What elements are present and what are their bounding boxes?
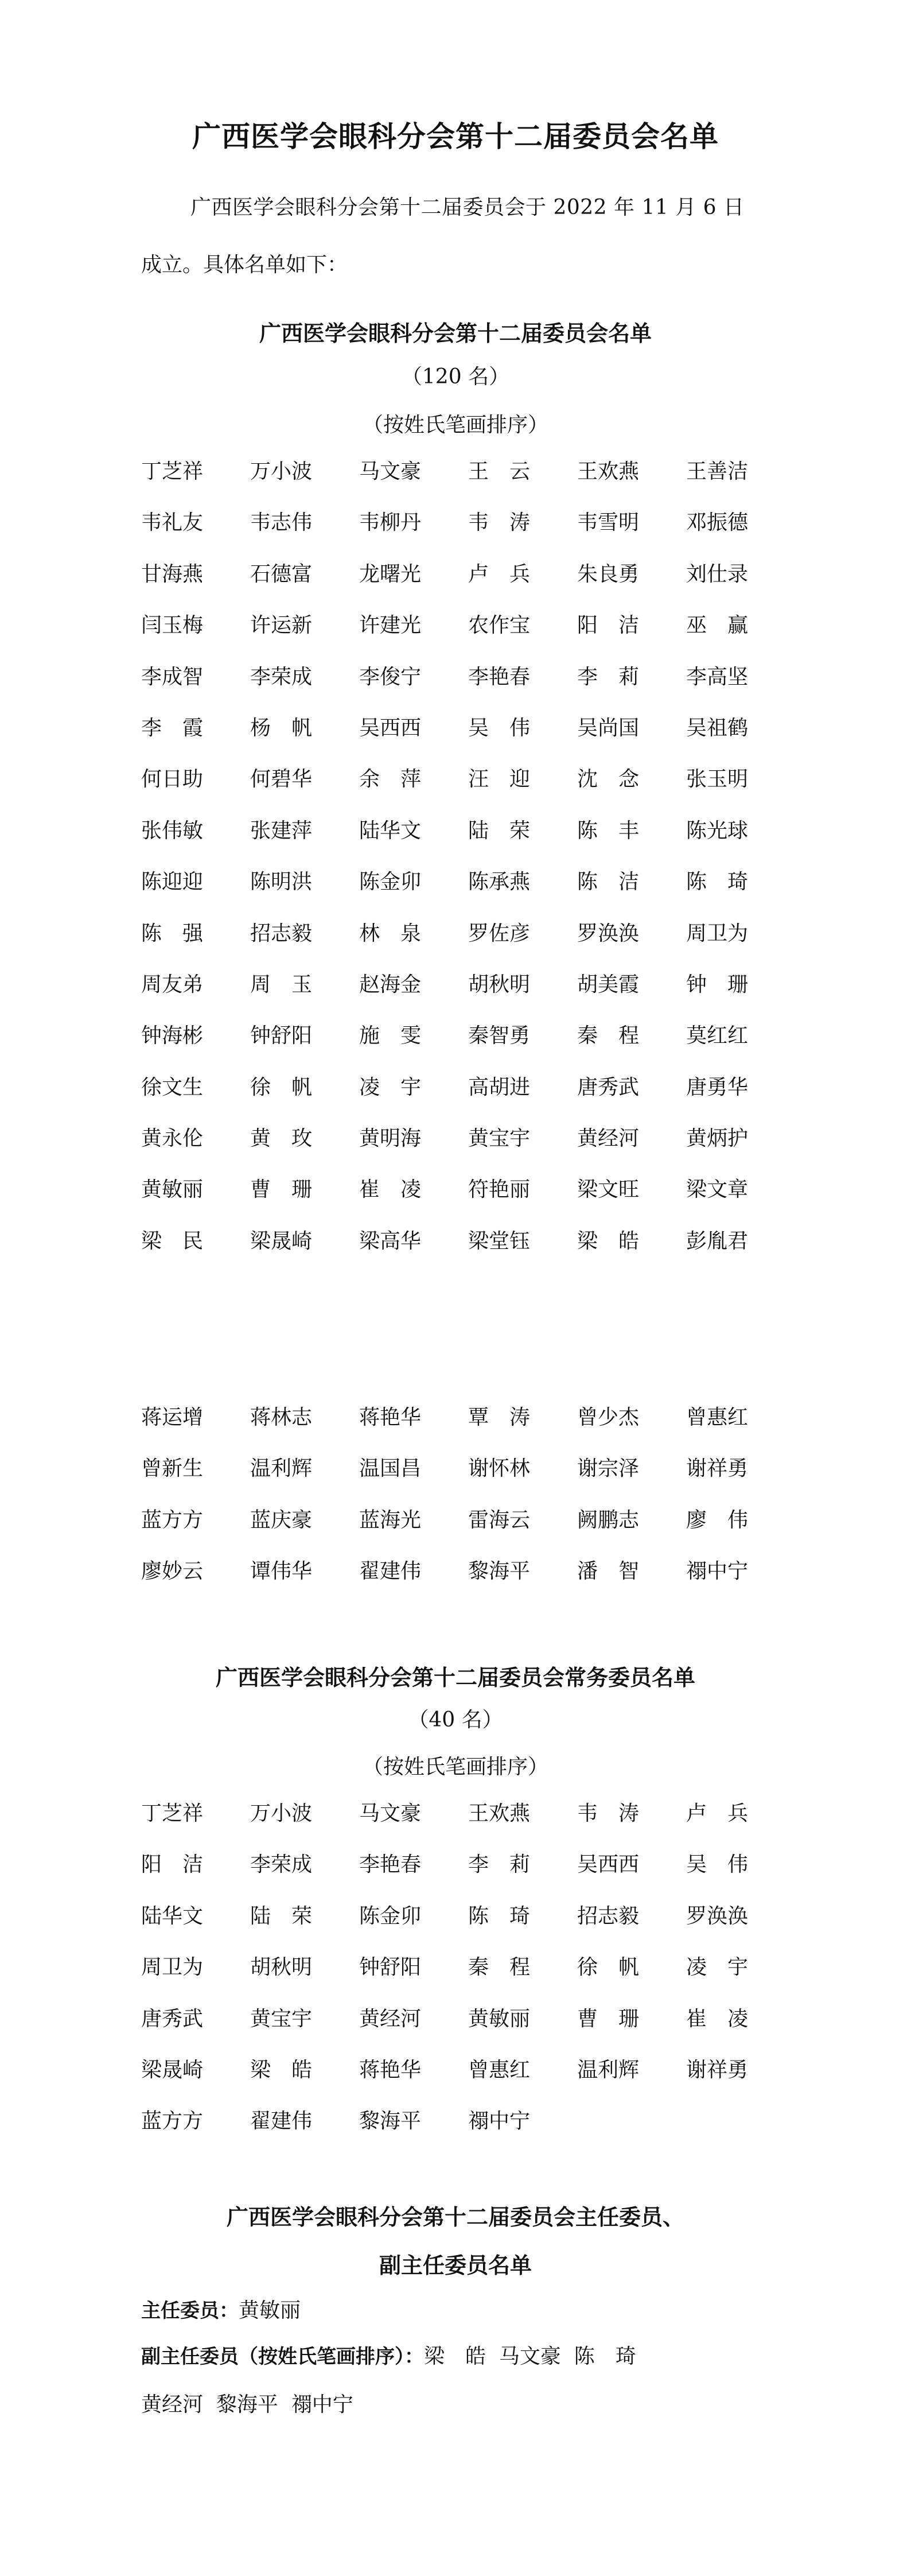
member-name: 翟建伟 xyxy=(250,2109,313,2133)
member-name: 罗涣涣 xyxy=(686,1904,749,1928)
member-name: 曹 珊 xyxy=(577,2007,640,2031)
member-name: 温国昌 xyxy=(359,1457,422,1481)
member-name: 禤中宁 xyxy=(686,1559,749,1584)
member-name: 徐 帆 xyxy=(577,1956,640,1980)
member-name: 覃 涛 xyxy=(468,1406,531,1429)
leadership-title-line-2: 副主任委员名单 xyxy=(379,2253,532,2278)
member-name: 王欢燕 xyxy=(468,1802,531,1825)
document-title: 广西医学会眼科分会第十二届委员会名单 xyxy=(192,120,719,153)
member-name: 施 雯 xyxy=(359,1024,422,1048)
member-name: 万小波 xyxy=(250,460,313,483)
member-name: 钟海彬 xyxy=(141,1024,204,1048)
member-name: 蓝海光 xyxy=(359,1508,422,1532)
member-name: 黄经河 xyxy=(577,1127,640,1151)
member-name: 胡美霞 xyxy=(577,972,640,996)
member-name: 雷海云 xyxy=(468,1508,531,1532)
member-name: 吴西西 xyxy=(359,716,422,740)
member-name: 秦智勇 xyxy=(468,1024,531,1048)
member-name: 李荣成 xyxy=(250,1853,313,1877)
member-name: 丁芝祥 xyxy=(141,460,204,483)
member-name: 甘海燕 xyxy=(141,562,204,586)
member-name: 卢 兵 xyxy=(468,562,531,586)
member-name: 秦 程 xyxy=(468,1956,531,1980)
member-name: 陈 琦 xyxy=(686,870,749,894)
member-name: 吴 伟 xyxy=(468,716,531,740)
member-name: 朱良勇 xyxy=(577,562,640,586)
chair-line xyxy=(141,2294,301,2328)
members-list-part1 xyxy=(141,455,801,1275)
vice-chair-line xyxy=(141,2340,636,2374)
leadership-title-line-1: 广西医学会眼科分会第十二届委员会主任委员、 xyxy=(226,2205,684,2230)
member-name: 李高坚 xyxy=(686,665,749,689)
member-name: 巫 赢 xyxy=(686,614,749,638)
member-name: 韦柳丹 xyxy=(359,511,422,535)
intro-paragraph xyxy=(141,179,772,294)
member-name: 黄敏丽 xyxy=(141,1178,204,1202)
member-name: 陆 荣 xyxy=(468,818,531,843)
member-name: 黄经河 xyxy=(359,2007,422,2031)
member-name: 张玉明 xyxy=(686,767,749,792)
member-name: 陈金卯 xyxy=(359,1904,422,1928)
member-name: 蓝庆豪 xyxy=(250,1508,313,1532)
member-name: 黄炳护 xyxy=(686,1127,749,1151)
member-name: 温利辉 xyxy=(250,1457,313,1481)
member-name: 阳 洁 xyxy=(141,1853,204,1877)
chair-name: 黄敏丽 xyxy=(239,2299,301,2322)
member-name: 张建萍 xyxy=(250,818,313,843)
member-name: 吴 伟 xyxy=(686,1853,749,1877)
member-name: 曾少杰 xyxy=(577,1406,640,1429)
vice-chair-line-2 xyxy=(141,2388,353,2422)
member-name: 钟舒阳 xyxy=(250,1024,313,1048)
member-name: 何日助 xyxy=(141,767,204,792)
member-name: 刘仕录 xyxy=(686,562,749,586)
member-name: 李 莉 xyxy=(577,665,640,689)
member-name: 陈 强 xyxy=(141,921,204,945)
member-name: 梁高华 xyxy=(359,1229,422,1253)
member-name: 谭伟华 xyxy=(250,1559,313,1584)
member-name: 禤中宁 xyxy=(468,2109,531,2133)
member-name: 徐文生 xyxy=(141,1075,204,1099)
member-name: 梁晟崎 xyxy=(250,1229,313,1253)
member-name: 谢祥勇 xyxy=(686,1457,749,1481)
member-name: 曾惠红 xyxy=(686,1406,749,1429)
member-name: 黄宝宇 xyxy=(468,1127,531,1151)
standing-sort-note: （按姓氏笔画排序） xyxy=(362,1755,548,1779)
member-name: 许建光 xyxy=(359,614,422,638)
members-count: （120 名） xyxy=(401,365,510,389)
member-name: 李荣成 xyxy=(250,665,313,689)
member-name: 唐秀武 xyxy=(141,2007,204,2031)
member-name: 王 云 xyxy=(468,460,531,483)
member-name: 蒋艳华 xyxy=(359,2058,422,2082)
member-name: 黄明海 xyxy=(359,1127,422,1151)
member-name: 韦礼友 xyxy=(141,511,204,535)
standing-list xyxy=(141,1797,801,2156)
member-name: 许运新 xyxy=(250,614,313,638)
member-name: 龙曙光 xyxy=(359,562,422,586)
member-name: 吴西西 xyxy=(577,1853,640,1877)
member-name: 秦 程 xyxy=(577,1024,640,1048)
member-name: 梁 皓 xyxy=(577,1229,640,1253)
member-name: 万小波 xyxy=(250,1802,313,1825)
vice-chair-label: 副主任委员（按姓氏笔画排序）： xyxy=(141,2345,424,2368)
vice-chair-names-line-2: 黄经河 黎海平 禤中宁 xyxy=(141,2393,353,2416)
member-name: 钟舒阳 xyxy=(359,1956,422,1980)
member-name: 蒋艳华 xyxy=(359,1406,422,1429)
member-name: 邓振德 xyxy=(686,511,749,535)
member-name: 阙鹏志 xyxy=(577,1508,640,1532)
member-name: 黎海平 xyxy=(359,2109,422,2133)
intro-line-2: 成立。具体名单如下： xyxy=(141,253,348,277)
members-section-title: 广西医学会眼科分会第十二届委员会名单 xyxy=(259,321,652,346)
chair-label: 主任委员： xyxy=(141,2299,239,2322)
member-name: 凌 宇 xyxy=(359,1075,422,1099)
member-name: 符艳丽 xyxy=(468,1178,531,1202)
member-name: 陈明洪 xyxy=(250,870,313,894)
member-name: 谢祥勇 xyxy=(686,2058,749,2082)
member-name: 李 霞 xyxy=(141,716,204,740)
member-name: 唐秀武 xyxy=(577,1075,640,1099)
member-name: 彭胤君 xyxy=(686,1229,749,1253)
member-name: 吴祖鹤 xyxy=(686,716,749,740)
member-name: 林 泉 xyxy=(359,921,422,945)
member-name: 罗佐彦 xyxy=(468,921,531,945)
standing-count: （40 名） xyxy=(408,1708,503,1732)
member-name: 李成智 xyxy=(141,665,204,689)
member-name: 蒋林志 xyxy=(250,1406,313,1429)
member-name: 温利辉 xyxy=(577,2058,640,2082)
member-name: 廖 伟 xyxy=(686,1508,749,1532)
member-name: 梁 皓 xyxy=(250,2058,313,2082)
member-name: 陆华文 xyxy=(141,1904,204,1928)
member-name: 谢怀林 xyxy=(468,1457,531,1481)
member-name: 周 玉 xyxy=(250,972,313,996)
member-name: 韦雪明 xyxy=(577,511,640,535)
member-name: 陈 琦 xyxy=(468,1904,531,1928)
member-name: 张伟敏 xyxy=(141,818,204,843)
member-name: 周卫为 xyxy=(141,1956,204,1980)
member-name: 高胡进 xyxy=(468,1075,531,1099)
member-name: 周友弟 xyxy=(141,972,204,996)
member-name: 李俊宁 xyxy=(359,665,422,689)
member-name: 吴尚国 xyxy=(577,716,640,740)
member-name: 曾新生 xyxy=(141,1457,204,1481)
member-name: 黄敏丽 xyxy=(468,2007,531,2031)
member-name: 陈光球 xyxy=(686,818,749,843)
vice-chair-names-line-1: 梁 皓 马文豪 陈 琦 xyxy=(424,2345,636,2368)
member-name: 陈 丰 xyxy=(577,818,640,843)
member-name: 马文豪 xyxy=(359,460,422,483)
member-name: 梁文旺 xyxy=(577,1178,640,1202)
member-name: 韦志伟 xyxy=(250,511,313,535)
member-name: 石德富 xyxy=(250,562,313,586)
member-name: 黎海平 xyxy=(468,1559,531,1584)
member-name: 李艳春 xyxy=(359,1853,422,1877)
member-name: 杨 帆 xyxy=(250,716,313,740)
member-name: 汪 迎 xyxy=(468,767,531,792)
member-name: 陈金卯 xyxy=(359,870,422,894)
member-name: 韦 涛 xyxy=(577,1802,640,1825)
member-name: 阳 洁 xyxy=(577,614,640,638)
member-name: 曹 珊 xyxy=(250,1178,313,1202)
member-name: 王善洁 xyxy=(686,460,749,483)
member-name: 潘 智 xyxy=(577,1559,640,1584)
member-name: 蓝方方 xyxy=(141,1508,204,1532)
member-name: 卢 兵 xyxy=(686,1802,749,1825)
member-name: 谢宗泽 xyxy=(577,1457,640,1481)
members-sort-note: （按姓氏笔画排序） xyxy=(362,413,548,437)
member-name: 李 莉 xyxy=(468,1853,531,1877)
member-name: 农作宝 xyxy=(468,614,531,638)
member-name: 何碧华 xyxy=(250,767,313,792)
intro-line-1: 广西医学会眼科分会第十二届委员会于 2022 年 11 月 6 日 xyxy=(190,196,745,219)
member-name: 崔 凌 xyxy=(359,1178,422,1202)
member-name: 韦 涛 xyxy=(468,511,531,535)
member-name: 罗涣涣 xyxy=(577,921,640,945)
member-name: 黄 玫 xyxy=(250,1127,313,1151)
member-name: 凌 宇 xyxy=(686,1956,749,1980)
member-name: 陆 荣 xyxy=(250,1904,313,1928)
member-name: 梁文章 xyxy=(686,1178,749,1202)
member-name: 钟 珊 xyxy=(686,972,749,996)
member-name: 蒋运增 xyxy=(141,1406,204,1429)
member-name: 招志毅 xyxy=(577,1904,640,1928)
standing-section-title: 广西医学会眼科分会第十二届委员会常务委员名单 xyxy=(215,1665,695,1690)
member-name: 李艳春 xyxy=(468,665,531,689)
member-name: 陆华文 xyxy=(359,818,422,843)
members-list-part2 xyxy=(141,1400,801,1606)
member-name: 廖妙云 xyxy=(141,1559,204,1584)
member-name: 招志毅 xyxy=(250,921,313,945)
member-name: 莫红红 xyxy=(686,1024,749,1048)
member-name: 崔 凌 xyxy=(686,2007,749,2031)
member-name: 翟建伟 xyxy=(359,1559,422,1584)
member-name: 陈承燕 xyxy=(468,870,531,894)
member-name: 余 萍 xyxy=(359,767,422,792)
member-name: 蓝方方 xyxy=(141,2109,204,2133)
member-name: 闫玉梅 xyxy=(141,614,204,638)
member-name: 沈 念 xyxy=(577,767,640,792)
member-name: 陈迎迎 xyxy=(141,870,204,894)
member-name: 黄宝宇 xyxy=(250,2007,313,2031)
member-name: 周卫为 xyxy=(686,921,749,945)
member-name: 陈 洁 xyxy=(577,870,640,894)
member-name: 梁堂钰 xyxy=(468,1229,531,1253)
member-name: 王欢燕 xyxy=(577,460,640,483)
member-name: 黄永伦 xyxy=(141,1127,204,1151)
member-name: 徐 帆 xyxy=(250,1075,313,1099)
member-name: 唐勇华 xyxy=(686,1075,749,1099)
member-name: 丁芝祥 xyxy=(141,1802,204,1825)
member-name: 胡秋明 xyxy=(468,972,531,996)
member-name: 赵海金 xyxy=(359,972,422,996)
member-name: 梁晟崎 xyxy=(141,2058,204,2082)
member-name: 曾惠红 xyxy=(468,2058,531,2082)
member-name: 马文豪 xyxy=(359,1802,422,1825)
member-name: 梁 民 xyxy=(141,1229,204,1253)
member-name: 胡秋明 xyxy=(250,1956,313,1980)
